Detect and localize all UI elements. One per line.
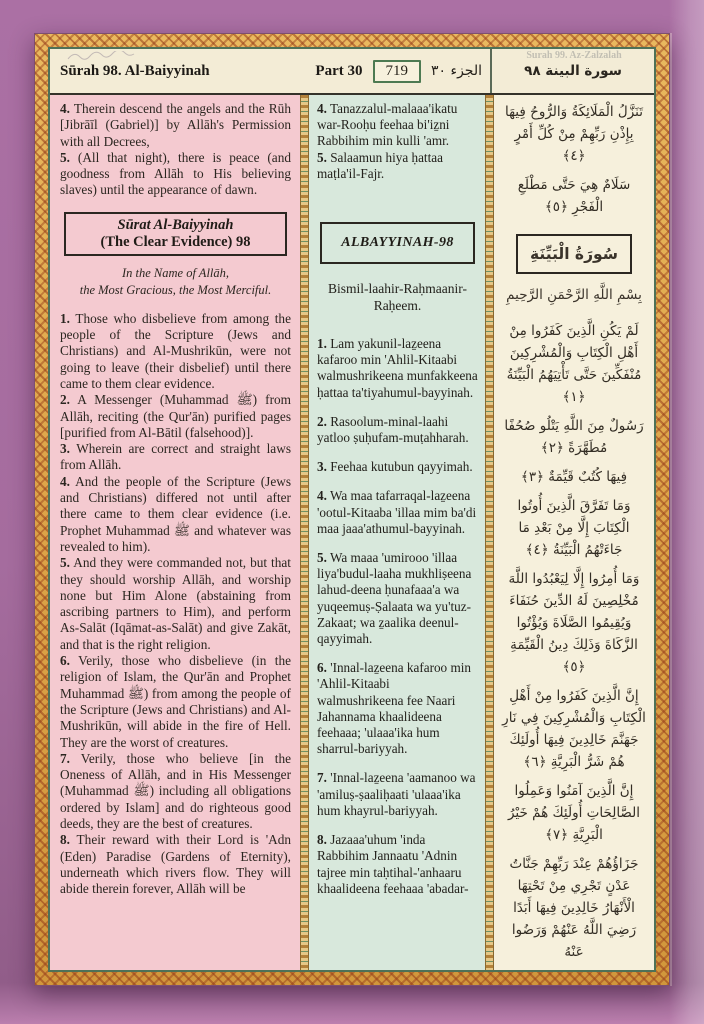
english-translation-column xyxy=(50,95,300,970)
english-verse: 3. Wherein are correct and straight laws from Allāh. xyxy=(60,441,291,473)
surah-title-arabic: سورة البينة ٩٨ xyxy=(524,63,622,79)
page-number-box: 719 xyxy=(373,60,422,83)
english-verse: 6. Verily, those who disbelieve (in the religion of Islam, the Qur'ān and Prophet Muhammad ﷺ) from among the people of the Scripture (Jews and Christians) and Al-Mushrikūn, will abide in the fire of Hell. They are the worst of creatures. xyxy=(60,653,292,750)
english-verse: 7. Verily, those who believe [in the Oneness of Allāh, and in His Messenger (Muhammad ﷺ) including all obligations ordered by Islam] and do righteous good deeds, they are the best of creatures. xyxy=(60,750,291,831)
transliteration-verse: 7. 'Innal-laẕeena 'aamanoo wa 'amiluṣ-ṣaaliḥaati 'ulaaa'ika hum khayrul-bariyyah. xyxy=(317,770,476,818)
arabic-verse: فِيهَا كُتُبٌ قَيِّمَةٌ ﴿٣﴾ xyxy=(520,469,628,485)
decorative-border xyxy=(34,33,670,986)
bismillah-arabic: بِسْمِ اللَّهِ الرَّحْمَنِ الرَّحِيمِ xyxy=(506,287,642,303)
english-prev-verse: 4. Therein descend the angels and the Rūh [Jibrāīl (Gabriel)] by Allāh's Permission with all Decrees, xyxy=(60,101,291,149)
arabic-verse: رَسُولٌ مِنَ اللَّهِ يَتْلُو صُحُفًا مُطَهَّرَةً ﴿٢﴾ xyxy=(504,418,644,456)
quran-page xyxy=(34,33,670,986)
header-left xyxy=(50,49,490,93)
english-verse: 4. And the people of the Scripture (Jews and Christians) differed not until after there came to them clear evidence (i.e. Prophet Muhammad ﷺ and whatever was revealed to him). xyxy=(60,473,291,554)
arabic-verse: جَزَاؤُهُمْ عِنْدَ رَبِّهِمْ جَنَّاتُ عَدْنٍ تَجْرِي مِنْ تَحْتِهَا الْأَنْهَارُ خَالِدِينَ فِيهَا أَبَدًا رَضِيَ اللَّهُ عَنْهُمْ وَرَضُوا عَنْهُ xyxy=(509,856,639,960)
bismillah-transliteration: Bismil-laahir-Raḥmaanir-Raḥeem. xyxy=(328,281,467,314)
transliteration-verse: 8. Jazaaa'uhum 'inda Rabbihim Jannaatu 'Adnin tajree min taḥtihal-'anhaaru khaalideena feehaaa 'abadar- xyxy=(317,832,469,896)
part-label: Part 30 xyxy=(315,62,363,79)
bismillah-english: In the Name of Allāh, the Most Gracious, the Most Merciful. xyxy=(79,265,272,297)
arabic-verse: وَمَا تَفَرَّقَ الَّذِينَ أُوتُوا الْكِتَابَ إِلَّا مِنْ بَعْدِ مَا جَاءَتْهُمُ الْبَيِّنَةُ ﴿٤﴾ xyxy=(517,498,631,558)
arabic-verse: وَمَا أُمِرُوا إِلَّا لِيَعْبُدُوا اللَّهَ مُخْلِصِينَ لَهُ الدِّينَ حُنَفَاءَ وَيُقِيمُوا الصَّلَاةَ وَيُؤْتُوا الزَّكَاةَ وَذَلِكَ دِينُ الْقَيِّمَةِ ﴿٥﴾ xyxy=(508,571,640,675)
show-through-text: Surah 99. Az-Zalzalah xyxy=(526,50,622,61)
surah-heading-box-arabic: سُورَةُ الْبَيِّنَةِ xyxy=(516,234,632,274)
columns xyxy=(50,95,654,970)
transliteration-verse: 3. Feehaa kutubun qayyimah. xyxy=(317,459,473,475)
surah-title-english: Sūrah 98. Al-Baiyyinah xyxy=(60,62,210,79)
juz-label-arabic: الجزء ٣٠ xyxy=(431,63,482,79)
surah-heading-box-english: Sūrat Al-Baiyyinah (The Clear Evidence) 98 xyxy=(64,212,287,256)
transliteration-prev-verse: 5. Salaamun hiya ḥattaa maṭla'il-Fajr. xyxy=(317,149,443,181)
transliteration-verse: 4. Wa maa tafarraqal-laẕeena 'ootul-Kitaaba 'illaa mim ba'di maa jaaa'athumul-bayyinah. xyxy=(317,488,477,536)
arabic-prev-verse: تَنَزَّلُ الْمَلَائِكَةُ وَالرُّوحُ فِيهَا بِإِذْنِ رَبِّهِمْ مِنْ كُلِّ أَمْرٍ ﴿٤﴾ xyxy=(504,104,644,164)
header-right xyxy=(490,49,654,93)
column-divider xyxy=(485,95,494,970)
arabic-verse: إِنَّ الَّذِينَ كَفَرُوا مِنْ أَهْلِ الْكِتَابِ وَالْمُشْرِكِينَ فِي نَارِ جَهَنَّمَ خَالِدِينَ فِيهَا أُولَئِكَ هُمْ شَرُّ الْبَرِيَّةِ ﴿٦﴾ xyxy=(502,688,646,770)
arabic-verse: لَمْ يَكُنِ الَّذِينَ كَفَرُوا مِنْ أَهْلِ الْكِتَابِ وَالْمُشْرِكِينَ مُنْفَكِّينَ حَتَّى تَأْتِيَهُمُ الْبَيِّنَةُ ﴿١﴾ xyxy=(506,323,642,405)
arabic-prev-verse: سَلَامٌ هِيَ حَتَّى مَطْلَعِ الْفَجْرِ ﴿٥﴾ xyxy=(517,177,631,215)
english-verse: 8. Their reward with their Lord is 'Adn (Eden) Paradise (Gardens of Eternity), underneath which rivers flow. They will abide therein forever, Allāh will be xyxy=(60,832,292,897)
transliteration-prev-verse: 4. Tanazzalul-malaaa'ikatu war-Rooḥu feehaa bi'iẕni Rabbihim min kulli 'amr. xyxy=(317,101,458,149)
english-verse: 1. Those who disbelieve from among the people of the Scripture (Jews and Christians) and Al-Mushrikūn, were not going to leave (their disbelief) until there came to them clear evidence. xyxy=(60,310,291,391)
english-prev-verse: 5. (All that night), there is peace (and goodness from Allāh to His believing slaves) until the appearance of dawn. xyxy=(60,149,292,198)
surah-heading-box-transliteration: ALBAYYINAH-98 xyxy=(320,222,475,264)
transliteration-verse: 6. 'Innal-laẕeena kafaroo min 'Ahlil-Kitaabi walmushrikeena fee Naari Jahannama khaalideena feehaaa; 'ulaaa'ika hum sharrul-bariyyah. xyxy=(317,660,471,757)
column-divider xyxy=(300,95,309,970)
transliteration-column xyxy=(309,95,485,970)
arabic-verse: إِنَّ الَّذِينَ آمَنُوا وَعَمِلُوا الصَّالِحَاتِ أُولَئِكَ هُمْ خَيْرُ الْبَرِيَّةِ ﴿٧﴾ xyxy=(507,783,640,843)
page-header xyxy=(50,49,654,95)
english-verse: 2. A Messenger (Muhammad ﷺ) from Allāh, reciting (the Qur'ān) purified pages [purified from Al-Bātil (falsehood)]. xyxy=(60,392,291,440)
transliteration-verse: 2. Rasoolum-minal-laahi yatloo ṣuḥufam-muṭahharah. xyxy=(317,413,469,446)
page-inner xyxy=(48,47,656,972)
transliteration-verse: 1. Lam yakunil-laẕeena kafaroo min 'Ahlil-Kitaabi walmushrikeena munfakkeena ḥattaa ta'tiyahumul-bayyinah. xyxy=(317,336,478,400)
transliteration-verse: 5. Wa maaa 'umirooo 'illaa liya'budul-laaha mukhliṣeena lahud-deena ḥunafaaa'a wa yuqeemuṣ-Ṣalaata wa yu'tuz-Zakaat; wa ẕaalika deenul-qayyimah. xyxy=(317,550,472,647)
arabic-column xyxy=(494,95,654,970)
english-verse: 5. And they were commanded not, but that they should worship Allāh, and worship none but Him Alone (abstaining from ascribing partners to Him), and perform As-Salāt (Iqāmat-as-Salāt) and give Zakāt, and that is the right religion. xyxy=(60,555,291,652)
handwritten-note xyxy=(66,51,136,63)
